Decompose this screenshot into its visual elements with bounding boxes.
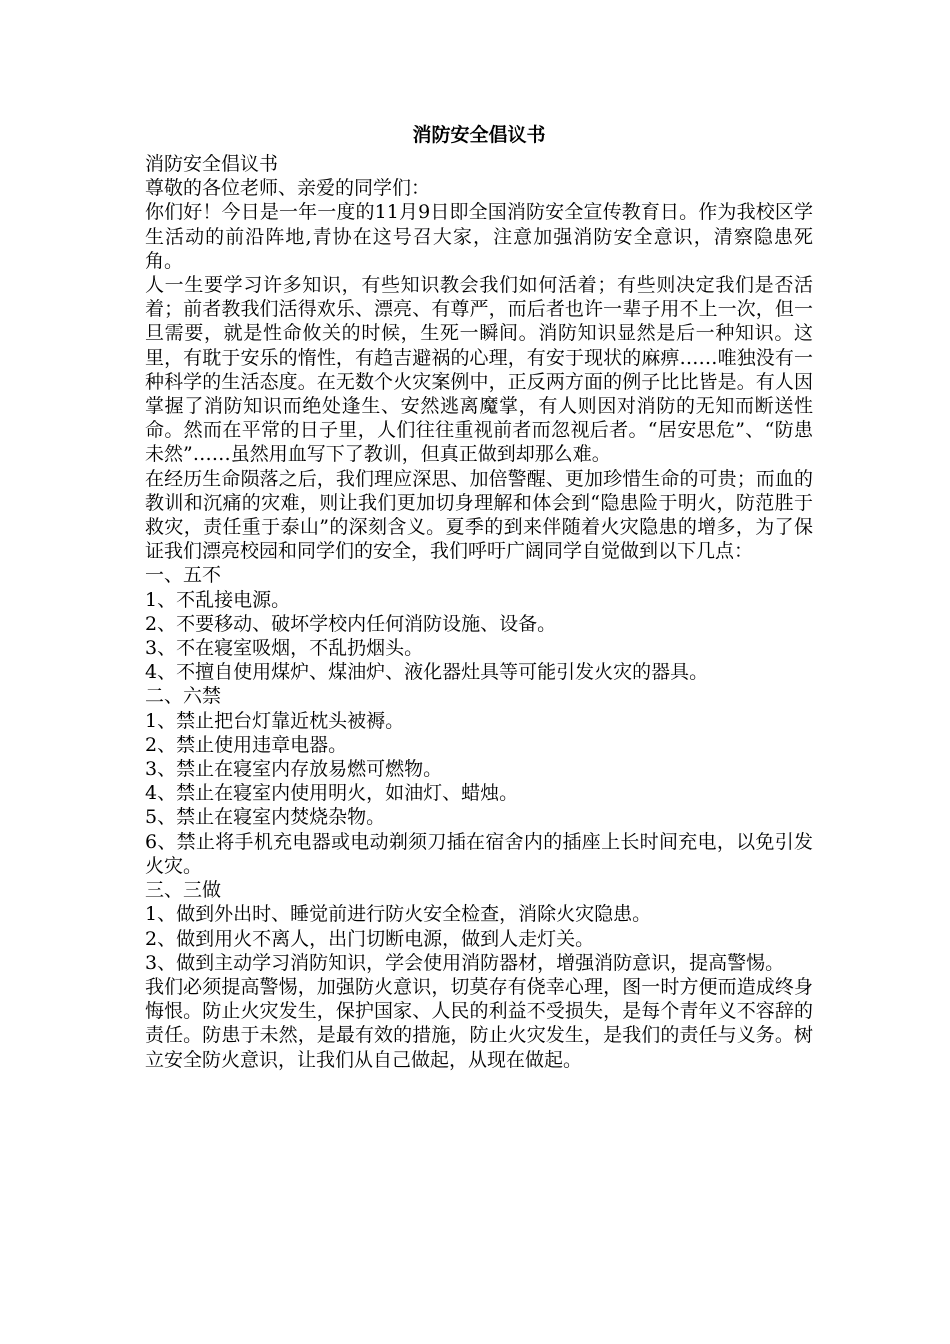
paragraph: 我们必须提高警惕，加强防火意识，切莫存有侥幸心理，图一时方便而造成终身悔恨。防止火灾发生，保护国家、人民的利益不受损失，是每个青年义不容辞的责任。防患于未然，是最有效的措施，防止火灾发生，是我们的责任与义务。树立安全防火意识，让我们从自己做起，从现在做起。: [145, 975, 813, 1071]
paragraph: 三、三做: [145, 879, 222, 902]
paragraph: 3、禁止在寝室内存放易燃可燃物。: [145, 758, 443, 781]
paragraph: 4、不擅自使用煤炉、煤油炉、液化器灶具等可能引发火灾的器具。: [145, 661, 709, 684]
paragraph: 4、禁止在寝室内使用明火，如油灯、蜡烛。: [145, 782, 519, 805]
paragraph: 2、不要移动、破坏学校内任何消防设施、设备。: [145, 612, 557, 635]
document-title: 消防安全倡议书: [412, 124, 546, 146]
paragraph: 一、五不: [145, 564, 222, 587]
paragraph: 尊敬的各位老师、亲爱的同学们：: [145, 177, 431, 200]
paragraph: 5、禁止在寝室内焚烧杂物。: [145, 806, 386, 829]
paragraph: 消防安全倡议书: [145, 153, 279, 175]
paragraph: 1、做到外出时、睡觉前进行防火安全检查，消除火灾隐患。: [145, 903, 652, 926]
paragraph: 2、禁止使用违章电器。: [145, 733, 348, 756]
document-body: [145, 152, 813, 1072]
paragraph: 你们好！今日是一年一度的11月9日即全国消防安全宣传教育日。作为我校区学生活动的前沿阵地,青协在这号召大家，注意加强消防安全意识，清察隐患死角。: [145, 201, 813, 272]
paragraph: 1、不乱接电源。: [145, 588, 291, 611]
paragraph: 6、禁止将手机充电器或电动剃须刀插在宿舍内的插座上长时间充电，以免引发火灾。: [145, 830, 813, 877]
document-page: [145, 118, 813, 1072]
paragraph: 二、六禁: [145, 685, 222, 708]
paragraph: 3、不在寝室吸烟，不乱扔烟头。: [145, 637, 424, 660]
paragraph: 在经历生命陨落之后，我们理应深思、加倍警醒、更加珍惜生命的可贵；而血的教训和沉痛的灾难，则让我们更加切身理解和体会到“隐患险于明火，防范胜于救灾，责任重于泰山”的深刻含义。夏季的到来伴随着火灾隐患的增多，为了保证我们漂亮校园和同学们的安全，我们呼吁广阔同学自觉做到以下几点：: [145, 467, 813, 563]
paragraph: 人一生要学习许多知识，有些知识教会我们如何活着；有些则决定我们是否活着；前者教我们活得欢乐、漂亮、有尊严，而后者也许一辈子用不上一次，但一旦需要，就是性命攸关的时候，生死一瞬间。消防知识显然是后一种知识。这里，有耽于安乐的惰性，有趋吉避祸的心理，有安于现状的麻痹……唯独没有一种科学的生活态度。在无数个火灾案例中，正反两方面的例子比比皆是。有人因掌握了消防知识而绝处逢生、安然逃离魔掌，有人则因对消防的无知而断送性命。然而在平常的日子里，人们往往重视前者而忽视后者。“居安思危”、“防患未然”……虽然用血写下了教训，但真正做到却那么难。: [145, 274, 813, 466]
paragraph: 3、做到主动学习消防知识，学会使用消防器材，增强消防意识，提高警惕。: [145, 951, 785, 974]
paragraph: 1、禁止把台灯靠近枕头被褥。: [145, 709, 405, 732]
paragraph: 2、做到用火不离人，出门切断电源，做到人走灯关。: [145, 927, 595, 950]
